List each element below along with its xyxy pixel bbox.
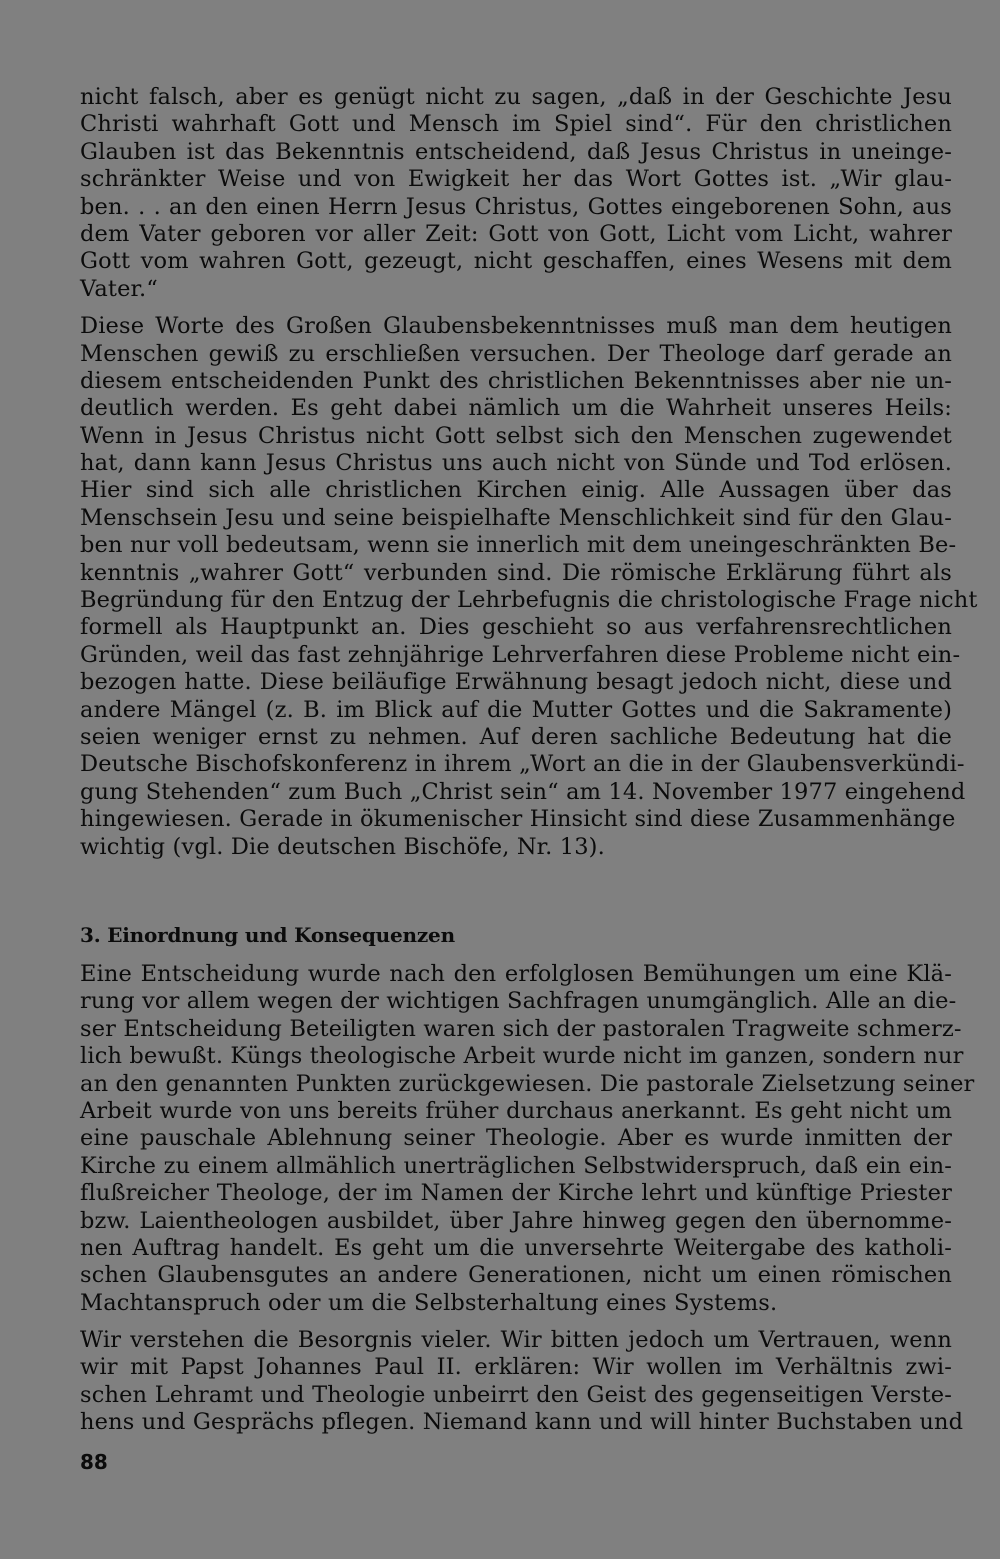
text-line: dem Vater geboren vor aller Zeit: Gott von Gott, Licht vom Licht, wahrer <box>80 220 952 247</box>
text-line: rung vor allem wegen der wichtigen Sachfragen unumgänglich. Alle an die- <box>80 988 957 1015</box>
text-line: nen Auftrag handelt. Es geht um die unversehrte Weitergabe des katholi- <box>80 1234 952 1261</box>
text-line: ben nur voll bedeutsam, wenn sie innerlich mit dem uneingeschränkten Be- <box>80 532 957 559</box>
text-line: Wir verstehen die Besorgnis vieler. Wir bitten jedoch um Vertrauen, wenn <box>80 1327 952 1354</box>
text-line: schränkter Weise und von Ewigkeit her das Wort Gottes ist. „Wir glau- <box>80 166 952 193</box>
text-line: Deutsche Bischofskonferenz in ihrem „Wort an die in der Glaubensverkündi- <box>80 751 965 778</box>
paragraph-1 <box>80 84 952 303</box>
paragraph-4 <box>80 1327 964 1437</box>
text-line: ben. . . an den einen Herrn Jesus Christus, Gottes eingeborenen Sohn, aus <box>80 193 952 220</box>
text-line: Christi wahrhaft Gott und Mensch im Spiel sind“. Für den christlichen <box>80 111 952 138</box>
text-line: Kirche zu einem allmählich unerträglichen Selbstwiderspruch, daß ein ein- <box>80 1152 952 1179</box>
text-line: gung Stehenden“ zum Buch „Christ sein“ am 14. November 1977 eingehend <box>80 778 966 805</box>
text-line: hat, dann kann Jesus Christus uns auch nicht von Sünde und Tod erlösen. <box>80 450 952 477</box>
text-line: Arbeit wurde von uns bereits früher durchaus anerkannt. Es geht nicht um <box>80 1097 952 1124</box>
page-number: 88 <box>80 1450 108 1474</box>
text-line: Gründen, weil das fast zehnjährige Lehrverfahren diese Probleme nicht ein- <box>80 641 961 668</box>
text-line: Menschsein Jesu und seine beispielhafte Menschlichkeit sind für den Glau- <box>80 504 952 531</box>
text-line: ser Entscheidung Beteiligten waren sich der pastoralen Tragweite schmerz- <box>80 1015 962 1042</box>
text-line: seien weniger ernst zu nehmen. Auf deren sachliche Bedeutung hat die <box>80 723 952 750</box>
text-line: deutlich werden. Es geht dabei nämlich um die Wahrheit unseres Heils: <box>80 395 952 422</box>
text-line: kenntnis „wahrer Gott“ verbunden sind. Die römische Erklärung führt als <box>80 559 952 586</box>
text-line: wir mit Papst Johannes Paul II. erklären: Wir wollen im Verhältnis zwi- <box>80 1354 952 1381</box>
section-heading: 3. Einordnung und Konsequenzen <box>80 923 455 947</box>
text-line: formell als Hauptpunkt an. Dies geschieht so aus verfahrensrechtlichen <box>80 614 952 641</box>
text-line: andere Mängel (z. B. im Blick auf die Mutter Gottes und die Sakramente) <box>80 696 952 723</box>
text-line: schen Lehramt und Theologie unbeirrt den Geist des gegenseitigen Verste- <box>80 1381 952 1408</box>
text-line: wichtig (vgl. Die deutschen Bischöfe, Nr. 13). <box>80 833 605 860</box>
text-line: Gott vom wahren Gott, gezeugt, nicht geschaffen, eines Wesens mit dem <box>80 248 952 275</box>
paragraph-2 <box>80 313 978 861</box>
text-line: lich bewußt. Küngs theologische Arbeit wurde nicht im ganzen, sondern nur <box>80 1043 964 1070</box>
text-line: Eine Entscheidung wurde nach den erfolglosen Bemühungen um eine Klä- <box>80 961 952 987</box>
text-line: schen Glaubensgutes an andere Generationen, nicht um einen römischen <box>80 1262 952 1289</box>
text-line: nicht falsch, aber es genügt nicht zu sagen, „daß in der Geschichte Jesu <box>80 84 952 110</box>
text-line: bezogen hatte. Diese beiläufige Erwähnung besagt jedoch nicht, diese und <box>80 669 952 696</box>
text-line: hens und Gesprächs pflegen. Niemand kann und will hinter Buchstaben und <box>80 1409 964 1436</box>
text-line: Vater.“ <box>80 275 158 302</box>
text-line: Glauben ist das Bekenntnis entscheidend, daß Jesus Christus in uneinge- <box>80 138 952 165</box>
text-line: hingewiesen. Gerade in ökumenischer Hinsicht sind diese Zusammenhänge <box>80 806 956 833</box>
page-body-top <box>80 84 978 861</box>
text-line: Begründung für den Entzug der Lehrbefugnis die christologische Frage nicht <box>80 587 978 614</box>
text-line: flußreicher Theologe, der im Namen der Kirche lehrt und künftige Priester <box>80 1180 952 1207</box>
text-line: Hier sind sich alle christlichen Kirchen einig. Alle Aussagen über das <box>80 477 952 504</box>
text-line: Menschen gewiß zu erschließen versuchen. Der Theologe darf gerade an <box>80 340 952 367</box>
text-line: Wenn in Jesus Christus nicht Gott selbst sich den Menschen zugewendet <box>80 422 952 449</box>
text-line: diesem entscheidenden Punkt des christlichen Bekenntnisses aber nie un- <box>80 367 952 394</box>
page-body-bottom <box>80 961 975 1437</box>
paragraph-3 <box>80 961 975 1317</box>
text-line: bzw. Laientheologen ausbildet, über Jahre hinweg gegen den übernomme- <box>80 1207 952 1234</box>
text-line: Diese Worte des Großen Glaubensbekenntnisses muß man dem heutigen <box>80 313 952 340</box>
text-line: an den genannten Punkten zurückgewiesen. Die pastorale Zielsetzung seiner <box>80 1070 975 1097</box>
text-line: Machtanspruch oder um die Selbsterhaltung eines Systems. <box>80 1289 778 1316</box>
text-line: eine pauschale Ablehnung seiner Theologie. Aber es wurde inmitten der <box>80 1125 952 1152</box>
